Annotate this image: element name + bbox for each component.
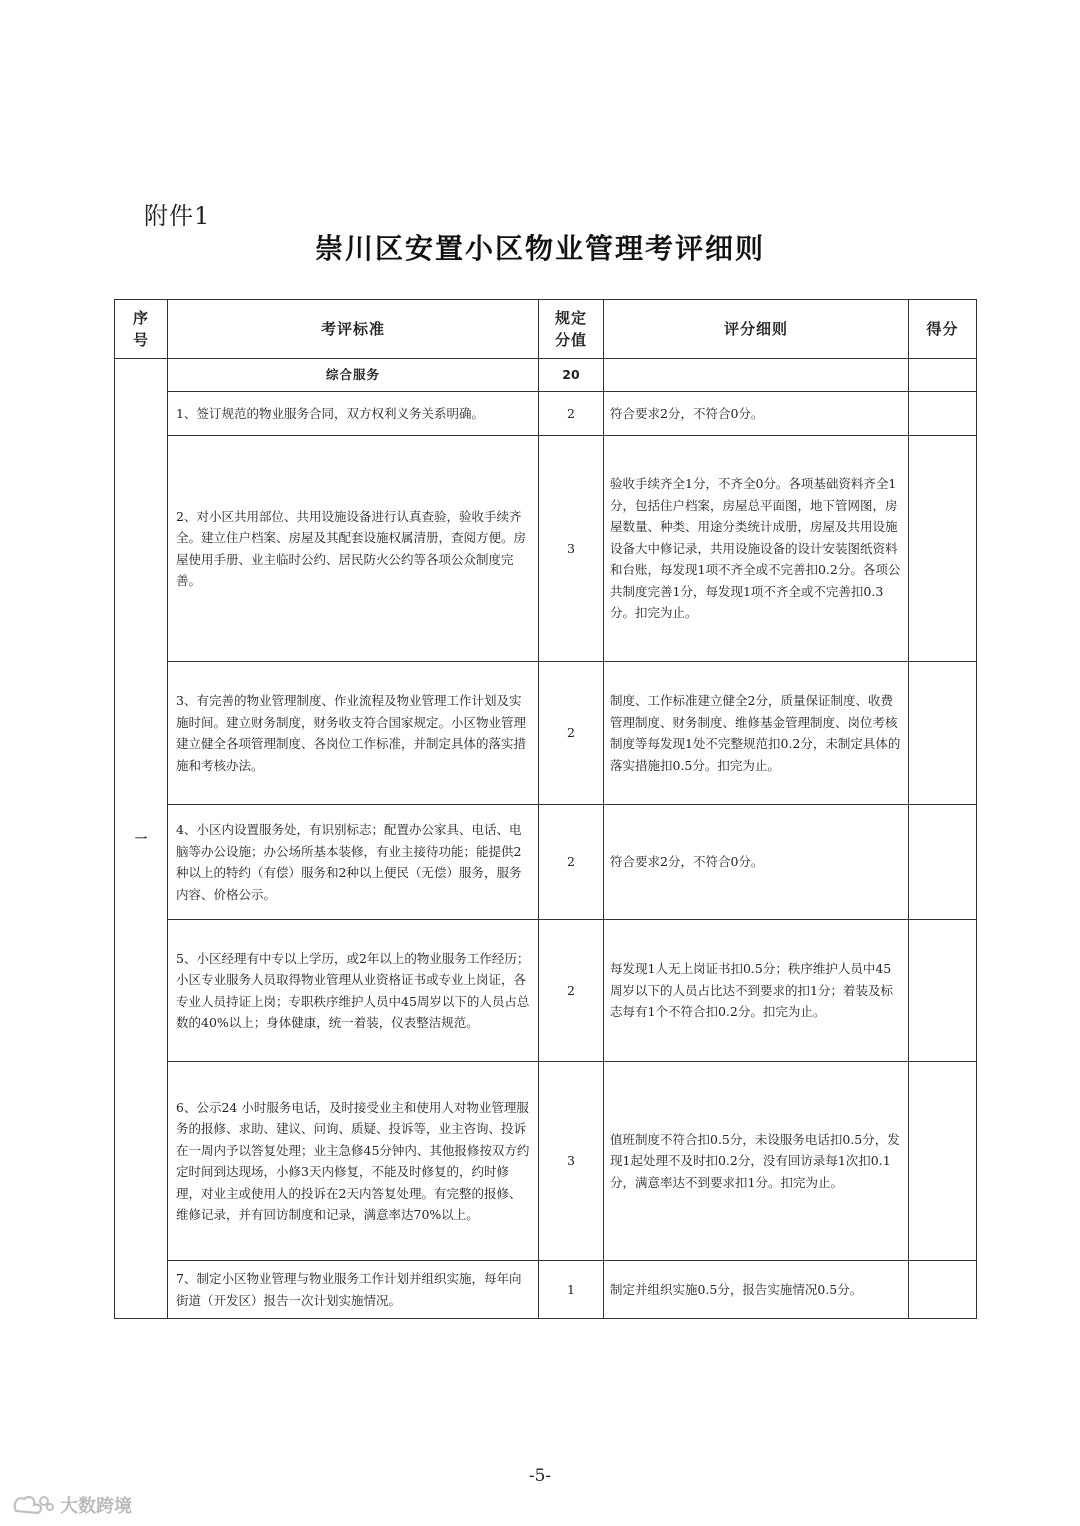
got-cell (909, 1062, 977, 1261)
rule-cell: 制定并组织实施0.5分，报告实施情况0.5分。 (604, 1261, 909, 1319)
got-cell (909, 920, 977, 1062)
got-cell (909, 1261, 977, 1319)
score-cell: 2 (539, 805, 604, 920)
standard-cell: 5、小区经理有中专以上学历，或2年以上的物业服务工作经历；小区专业服务人员取得物业管理从业资格证书或专业上岗证，各专业人员持证上岗；专职秩序维护人员中45周岁以下的人员占总数的40%以上；身体健康，统一着装，仪表整洁规范。 (168, 920, 539, 1062)
score-cell: 2 (539, 662, 604, 805)
header-rule: 评分细则 (604, 300, 909, 359)
section-got-empty (909, 359, 977, 392)
standard-cell: 6、公示24 小时服务电话，及时接受业主和使用人对物业管理服务的报修、求助、建议、问询、质疑、投诉等，业主咨询、投诉在一周内予以答复处理；业主急修45分钟内、其他报修按双方约定时间到达现场，小修3天内修复，不能及时修复的，约时修理，对业主或使用人的投诉在2天内答复处理。有完整的报修、维修记录，并有回访制度和记录，满意率达70%以上。 (168, 1062, 539, 1261)
header-got: 得分 (909, 300, 977, 359)
score-cell: 3 (539, 436, 604, 662)
got-cell (909, 392, 977, 436)
watermark-text: 大数跨境 (60, 1496, 132, 1517)
table-row (115, 662, 977, 805)
score-cell: 1 (539, 1261, 604, 1319)
table-row (115, 1062, 977, 1261)
evaluation-table (114, 299, 977, 1319)
table-row (115, 436, 977, 662)
standard-cell: 4、小区内设置服务处，有识别标志；配置办公家具、电话、电脑等办公设施；办公场所基本装修，有业主接待功能；能提供2种以上的特约（有偿）服务和2种以上便民（无偿）服务，服务内容、价格公示。 (168, 805, 539, 920)
got-cell (909, 805, 977, 920)
rule-cell: 制度、工作标准建立健全2分，质量保证制度、收费管理制度、财务制度、维修基金管理制度、岗位考核制度等每发现1处不完整规范扣0.2分，未制定具体的落实措施扣0.5分。扣完为止。 (604, 662, 909, 805)
page-number: -5- (528, 1466, 552, 1486)
watermark (10, 1490, 132, 1520)
got-cell (909, 436, 977, 662)
attachment-label: 附件1 (144, 202, 211, 230)
section-index: 一 (115, 359, 168, 1319)
standard-cell: 3、有完善的物业管理制度、作业流程及物业管理工作计划及实施时间。建立财务制度，财务收支符合国家规定。小区物业管理建立健全各项管理制度、各岗位工作标准，并制定具体的落实措施和考核办法。 (168, 662, 539, 805)
table-row (115, 1261, 977, 1319)
header-score: 规定分值 (539, 300, 604, 359)
header-index: 序号 (115, 300, 168, 359)
watermark-logo-icon (10, 1493, 54, 1517)
table-row (115, 920, 977, 1062)
document-title: 崇川区安置小区物业管理考评细则 (314, 232, 765, 265)
section-rule-empty (604, 359, 909, 392)
rule-cell: 符合要求2分，不符合0分。 (604, 805, 909, 920)
rule-cell: 每发现1人无上岗证书扣0.5分；秩序维护人员中45周岁以下的人员占比达不到要求的扣1分；着装及标志每有1个不符合扣0.2分。扣完为止。 (604, 920, 909, 1062)
standard-cell: 1、签订规范的物业服务合同，双方权利义务关系明确。 (168, 392, 539, 436)
section-row (115, 359, 977, 392)
header-standard: 考评标准 (168, 300, 539, 359)
rule-cell: 值班制度不符合扣0.5分，未设服务电话扣0.5分，发现1起处理不及时扣0.2分，没有回访录每1次扣0.1 分，满意率达不到要求扣1分。扣完为止。 (604, 1062, 909, 1261)
rule-cell: 符合要求2分，不符合0分。 (604, 392, 909, 436)
standard-cell: 7、制定小区物业管理与物业服务工作计划并组织实施，每年向街道（开发区）报告一次计划实施情况。 (168, 1261, 539, 1319)
header-row (115, 300, 977, 359)
score-cell: 3 (539, 1062, 604, 1261)
got-cell (909, 662, 977, 805)
rule-cell: 验收手续齐全1分，不齐全0分。各项基础资料齐全1分，包括住户档案，房屋总平面图，地下管网图，房屋数量、种类、用途分类统计成册，房屋及共用设施设备大中修记录，共用设施设备的设计安装图纸资料和台账，每发现1项不齐全或不完善扣0.2分。各项公共制度完善1分，每发现1项不齐全或不完善扣0.3分。扣完为止。 (604, 436, 909, 662)
standard-cell: 2、对小区共用部位、共用设施设备进行认真查验，验收手续齐全。建立住户档案、房屋及其配套设施权属清册，查阅方便。房屋使用手册、业主临时公约、居民防火公约等各项公众制度完善。 (168, 436, 539, 662)
score-cell: 2 (539, 920, 604, 1062)
section-score: 20 (539, 359, 604, 392)
section-name: 综合服务 (168, 359, 539, 392)
table-row (115, 805, 977, 920)
table-row (115, 392, 977, 436)
score-cell: 2 (539, 392, 604, 436)
